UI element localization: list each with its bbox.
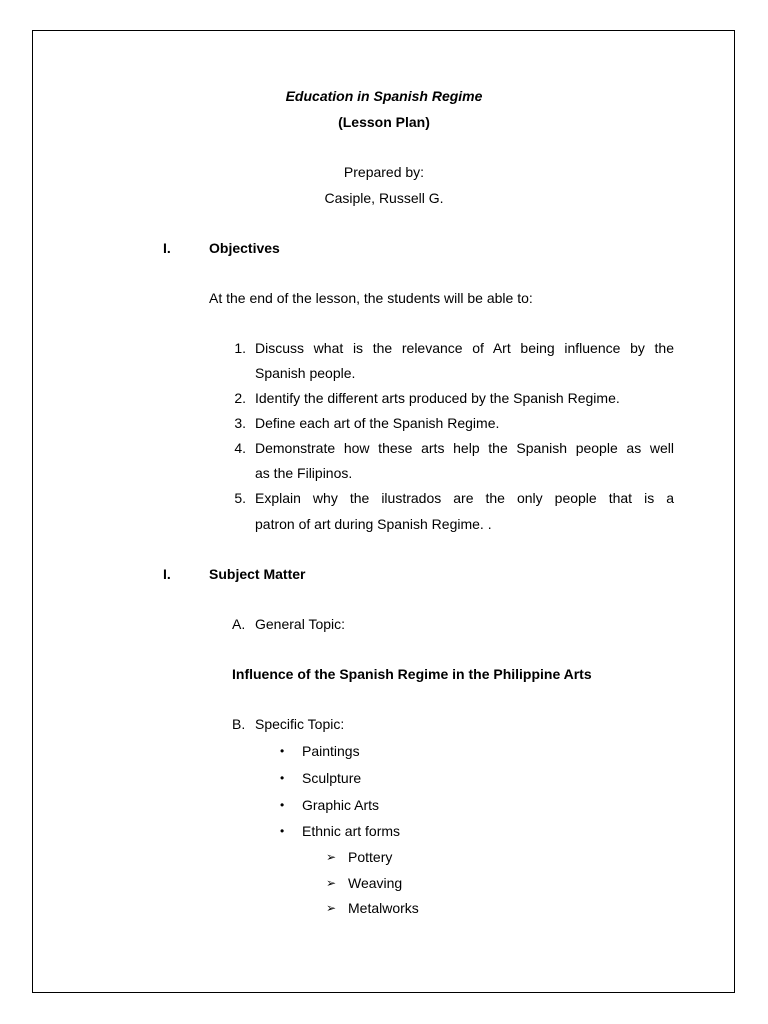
bullet-icon: • [280, 798, 285, 812]
objective-text: Explain why the ilustrados are the only people that is a [255, 490, 674, 506]
specific-topic-letter: B. [232, 716, 246, 732]
subject-matter-numeral: I. [163, 566, 171, 582]
ethnic-art-form-item: Metalworks [348, 900, 419, 916]
prepared-by-label: Prepared by: [343, 164, 425, 180]
document-subtitle: (Lesson Plan) [338, 114, 430, 130]
specific-topic-item: Graphic Arts [302, 797, 380, 813]
ethnic-art-form-item: Pottery [348, 849, 393, 865]
objective-text: Demonstrate how these arts help the Spanish people as well [255, 440, 674, 456]
arrow-bullet-icon: ➢ [326, 901, 337, 915]
objective-number: 5. [234, 490, 246, 506]
specific-topic-item: Ethnic art forms [302, 823, 401, 839]
objectives-heading: Objectives [209, 240, 280, 256]
objective-number: 3. [234, 415, 246, 431]
objective-number: 4. [234, 440, 246, 456]
ethnic-art-form-item: Weaving [348, 875, 403, 891]
objectives-intro: At the end of the lesson, the students will be able to: [209, 290, 533, 306]
objective-number: 1. [234, 340, 246, 356]
specific-topic-item: Paintings [302, 743, 360, 759]
general-topic-letter: A. [232, 616, 246, 632]
document-title: Education in Spanish Regime [285, 88, 483, 104]
bullet-icon: • [280, 824, 285, 838]
general-topic-text: Influence of the Spanish Regime in the Philippine Arts [232, 666, 592, 682]
arrow-bullet-icon: ➢ [326, 850, 337, 864]
objective-number: 2. [234, 390, 246, 406]
subject-matter-heading: Subject Matter [209, 566, 306, 582]
general-topic-label: General Topic: [255, 616, 346, 632]
specific-topic-label: Specific Topic: [255, 716, 345, 732]
arrow-bullet-icon: ➢ [326, 876, 337, 890]
prepared-by-name: Casiple, Russell G. [324, 190, 444, 206]
objective-text: Identify the different arts produced by the Spanish Regime. [255, 390, 620, 406]
objectives-numeral: I. [163, 240, 171, 256]
objective-text: Discuss what is the relevance of Art being influence by the [255, 340, 674, 356]
specific-topic-item: Sculpture [302, 770, 362, 786]
objective-text-continued: Spanish people. [255, 365, 356, 381]
objective-text-continued: patron of art during Spanish Regime. . [255, 516, 492, 532]
objective-text-continued: as the Filipinos. [255, 465, 353, 481]
bullet-icon: • [280, 744, 285, 758]
objective-text: Define each art of the Spanish Regime. [255, 415, 500, 431]
bullet-icon: • [280, 771, 285, 785]
